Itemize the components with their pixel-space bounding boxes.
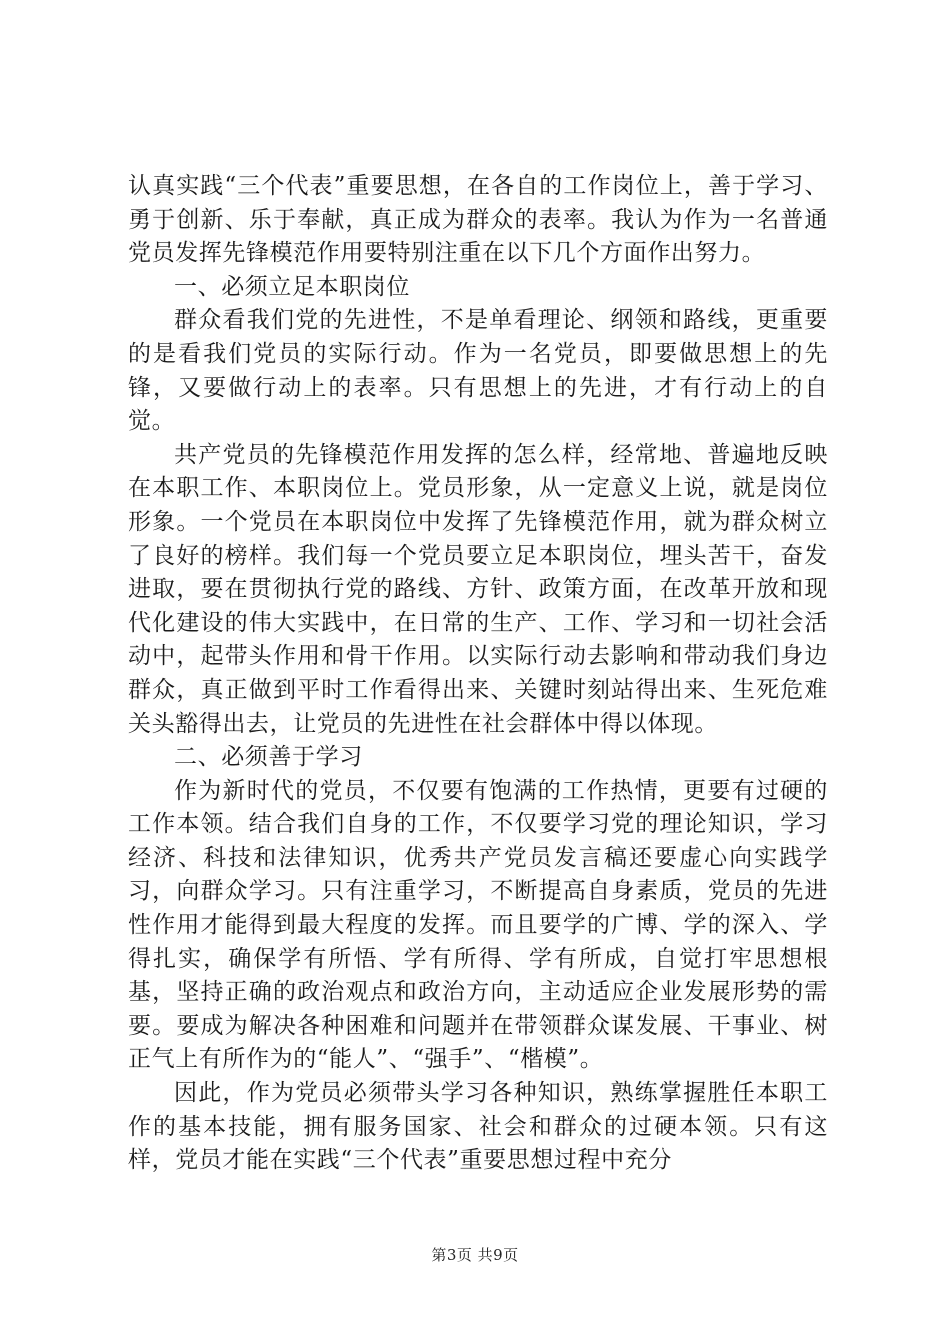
paragraph: 群众看我们党的先进性，不是单看理论、纲领和路线，更重要的是看我们党员的实际行动。作为一名党员，即要做思想上的先锋，又要做行动上的表率。只有思想上的先进，才有行动上的自觉。 xyxy=(128,307,828,435)
section-heading-1: 一、必须立足本职岗位 xyxy=(174,273,410,300)
section-heading-2: 二、必须善于学习 xyxy=(174,744,363,771)
document-body xyxy=(128,170,828,1178)
page-number-footer: 第3页 共9页 xyxy=(431,1246,519,1264)
paragraph: 共产党员的先锋模范作用发挥的怎么样，经常地、普遍地反映在本职工作、本职岗位上。党员形象，从一定意义上说，就是岗位形象。一个党员在本职岗位中发挥了先锋模范作用，就为群众树立了良好的榜样。我们每一个党员要立足本职岗位，埋头苦干，奋发进取，要在贯彻执行党的路线、方针、政策方面，在改革开放和现代化建设的伟大实践中，在日常的生产、工作、学习和一切社会活动中，起带头作用和骨干作用。以实际行动去影响和带动我们身边群众，真正做到平时工作看得出来、关键时刻站得出来、生死危难关头豁得出去，让党员的先进性在社会群体中得以体现。 xyxy=(128,441,828,737)
paragraph: 因此，作为党员必须带头学习各种知识，熟练掌握胜任本职工作的基本技能，拥有服务国家、社会和群众的过硬本领。只有这样，党员才能在实践“三个代表”重要思想过程中充分 xyxy=(128,1080,828,1174)
paragraph-continuation: 认真实践“三个代表”重要思想，在各自的工作岗位上，善于学习、勇于创新、乐于奉献，真正成为群众的表率。我认为作为一名普通党员发挥先锋模范作用要特别注重在以下几个方面作出努力。 xyxy=(128,173,828,267)
paragraph: 作为新时代的党员，不仅要有饱满的工作热情，更要有过硬的工作本领。结合我们自身的工作，不仅要学习党的理论知识，学习经济、科技和法律知识，优秀共产党员发言稿还要虚心向实践学习，向群众学习。只有注重学习，不断提高自身素质，党员的先进性作用才能得到最大程度的发挥。而且要学的广博、学的深入、学得扎实，确保学有所悟、学有所得、学有所成，自觉打牢思想根基，坚持正确的政治观点和政治方向，主动适应企业发展形势的需要。要成为解决各种困难和问题并在带领群众谋发展、干事业、树正气上有所作为的“能人”、“强手”、“楷模”。 xyxy=(128,777,828,1073)
